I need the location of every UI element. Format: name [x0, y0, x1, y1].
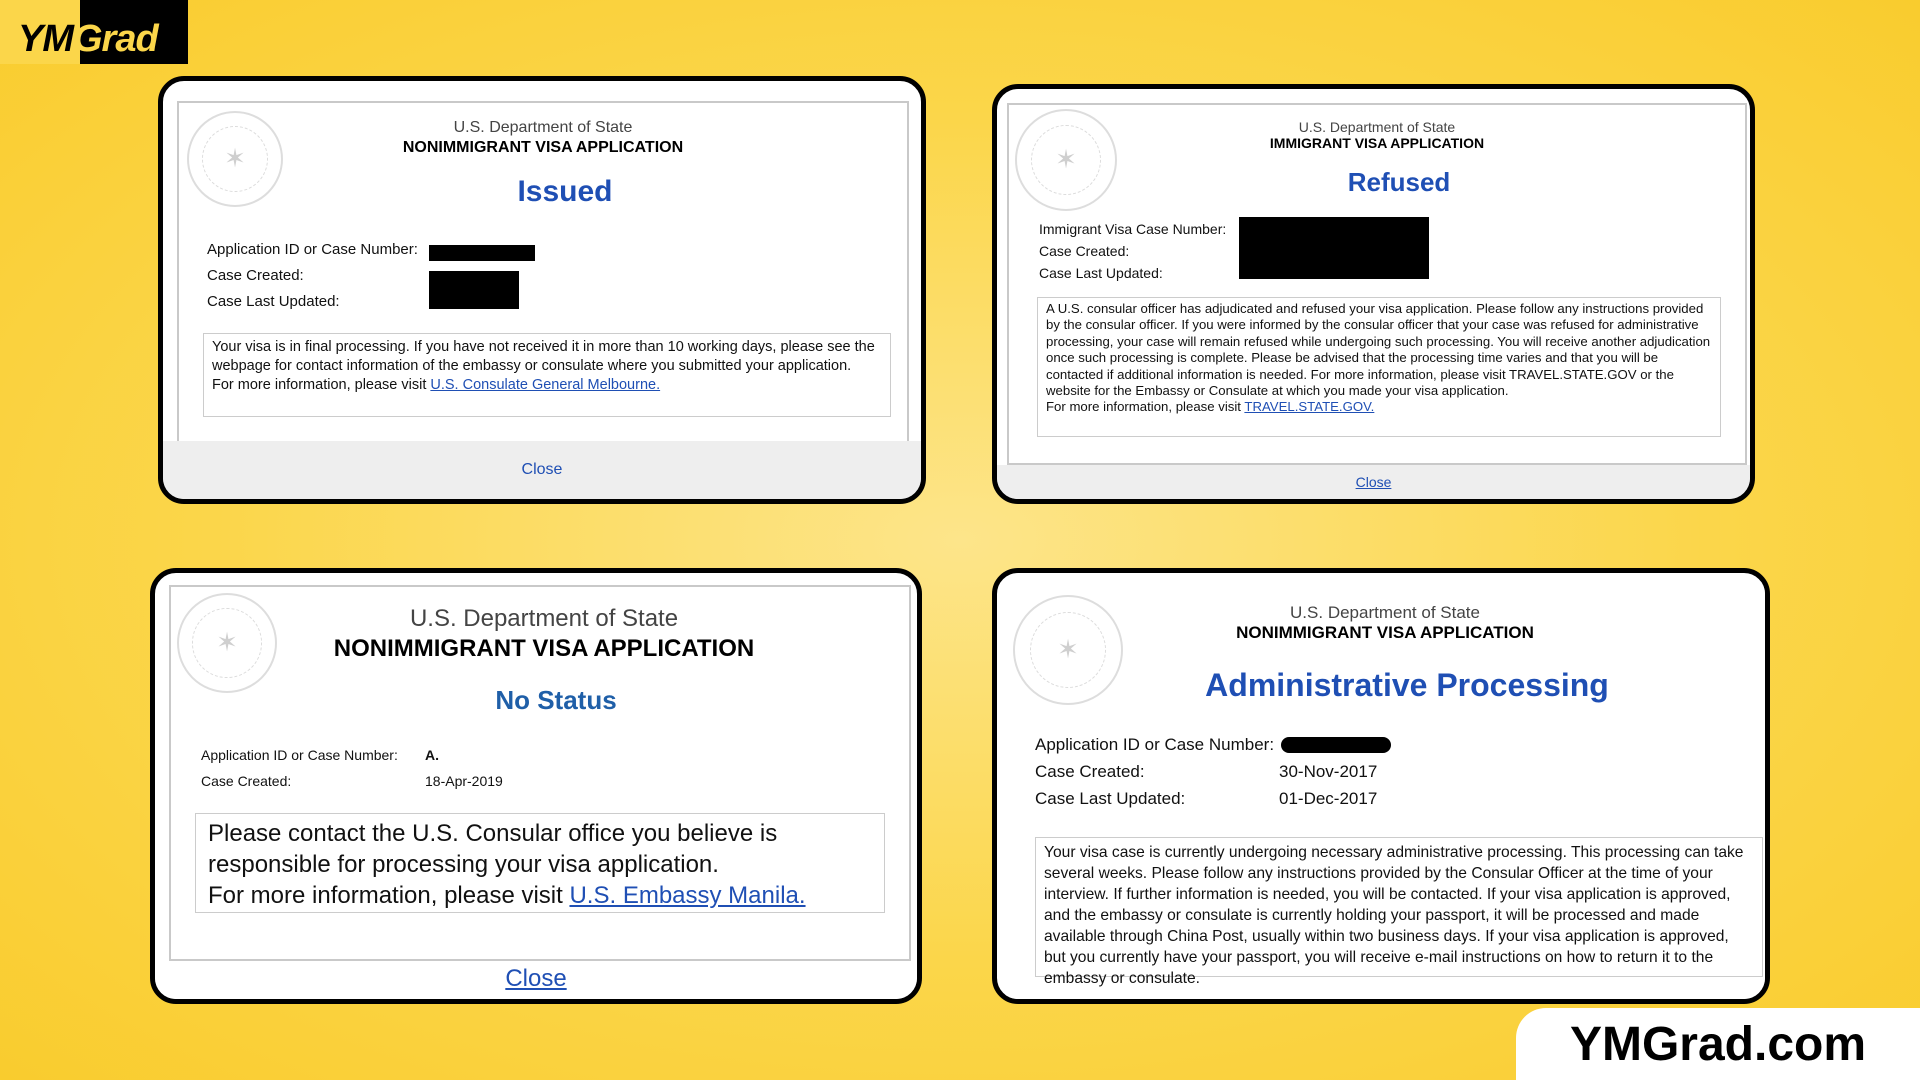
status-heading: Administrative Processing	[1205, 667, 1609, 703]
status-message	[195, 813, 885, 913]
field-label-case-updated: Case Last Updated:	[207, 293, 340, 310]
logo-part1: YM	[18, 18, 73, 60]
department-seal-icon: ✶	[1015, 109, 1117, 211]
status-message-text: A U.S. consular officer has adjudicated and refused your visa application. Please follow any instructions provided by the consular officer. If you were informed by the consular officer that your case was refused for administrative processing, your case will remain refused while undergoing such processing. You will receive another adjudication once such processing is complete. Please be advised that the processing time varies and that you will be contacted if additional information is needed. For more information, please visit TRAVEL.STATE.GOV or the website for the Embassy or Consulate at which you made your visa application.	[1046, 301, 1711, 399]
field-label-case-updated: Case Last Updated:	[1035, 789, 1186, 808]
redacted-dates	[429, 271, 519, 309]
status-message-text: Your visa case is currently undergoing necessary administrative processing. This processing can take several weeks. Please follow any instructions provided by the Consular Officer at the time of your interview. If further information is needed, you will be contacted. If your visa application is approved, and the embassy or consulate is currently holding your passport, it will be processed and made available through China Post, usually within two business days. If your visa application is approved, but you currently have your passport, you will receive e-mail instructions on how to return it to the embassy or consulate.	[1044, 844, 1744, 987]
case-updated-value: 01-Dec-2017	[1279, 789, 1378, 808]
field-label-case-number: Immigrant Visa Case Number:	[1039, 221, 1227, 237]
field-label-case-created: Case Created:	[1039, 243, 1130, 259]
case-created-value: 30-Nov-2017	[1279, 762, 1378, 781]
department-name: U.S. Department of State	[1298, 119, 1456, 135]
embassy-link[interactable]: U.S. Embassy Manila.	[569, 882, 806, 909]
status-dialog	[169, 585, 911, 961]
more-info-text: For more information, please visit	[208, 882, 570, 909]
dialog-footer	[155, 961, 917, 999]
dialog-footer	[163, 441, 921, 499]
brand-text: YMGrad.com	[1569, 1017, 1867, 1071]
field-label-case-created: Case Created:	[207, 267, 304, 284]
consulate-link[interactable]: U.S. Consulate General Melbourne.	[430, 377, 661, 393]
department-name: U.S. Department of State	[409, 605, 679, 632]
case-created-value: 18-Apr-2019	[425, 773, 503, 789]
redacted-case-number	[1281, 737, 1391, 753]
status-heading: Issued	[517, 175, 613, 208]
dialog-footer	[997, 465, 1750, 499]
department-seal-icon: ✶	[177, 593, 277, 693]
status-dialog	[177, 101, 909, 447]
redacted-case-details	[1239, 217, 1429, 279]
status-message	[1035, 837, 1763, 987]
application-type: NONIMMIGRANT VISA APPLICATION	[1236, 623, 1534, 642]
visa-status-card-no-status	[150, 568, 922, 1004]
field-label-case-created: Case Created:	[201, 773, 292, 789]
application-type: IMMIGRANT VISA APPLICATION	[1269, 135, 1485, 151]
close-button[interactable]: Close	[505, 965, 567, 992]
application-type: NONIMMIGRANT VISA APPLICATION	[333, 635, 755, 662]
application-type: NONIMMIGRANT VISA APPLICATION	[402, 139, 684, 156]
close-button[interactable]: Close	[521, 461, 563, 478]
department-seal-icon: ✶	[187, 111, 283, 207]
more-info-text: For more information, please visit	[212, 377, 431, 393]
close-button[interactable]: Close	[1355, 474, 1392, 490]
status-heading: Refused	[1347, 167, 1451, 197]
department-name: U.S. Department of State	[453, 119, 633, 136]
status-message	[203, 333, 891, 417]
field-label-case-number: Application ID or Case Number:	[207, 241, 418, 258]
status-dialog	[1007, 103, 1747, 465]
visa-status-card-refused	[992, 84, 1755, 504]
status-message-text: Please contact the U.S. Consular office you believe is responsible for processing your visa application.	[208, 820, 778, 878]
ymgrad-logo	[0, 0, 188, 64]
field-label-case-created: Case Created:	[1035, 762, 1145, 781]
case-number-value: A.	[425, 747, 439, 763]
department-seal-icon: ✶	[1013, 595, 1123, 705]
department-name: U.S. Department of State	[1290, 603, 1480, 622]
status-message-text: Your visa is in final processing. If you have not received it in more than 10 working days, please see the webpage for contact information of the embassy or consulate where you submitted your application.	[212, 339, 875, 374]
status-message	[1037, 297, 1721, 437]
status-dialog	[1005, 581, 1765, 1004]
travel-state-gov-link[interactable]: TRAVEL.STATE.GOV.	[1244, 399, 1375, 415]
logo-part2: Grad	[73, 18, 158, 60]
ymgrad-watermark	[1516, 1008, 1920, 1080]
status-heading: No Status	[495, 685, 617, 715]
redacted-case-number	[429, 245, 535, 261]
visa-status-card-issued	[158, 76, 926, 504]
more-info-text: For more information, please visit	[1046, 399, 1245, 415]
field-label-case-updated: Case Last Updated:	[1039, 265, 1163, 281]
visa-status-card-administrative-processing	[992, 568, 1770, 1004]
field-label-case-number: Application ID or Case Number:	[201, 747, 398, 763]
field-label-case-number: Application ID or Case Number:	[1035, 735, 1275, 754]
